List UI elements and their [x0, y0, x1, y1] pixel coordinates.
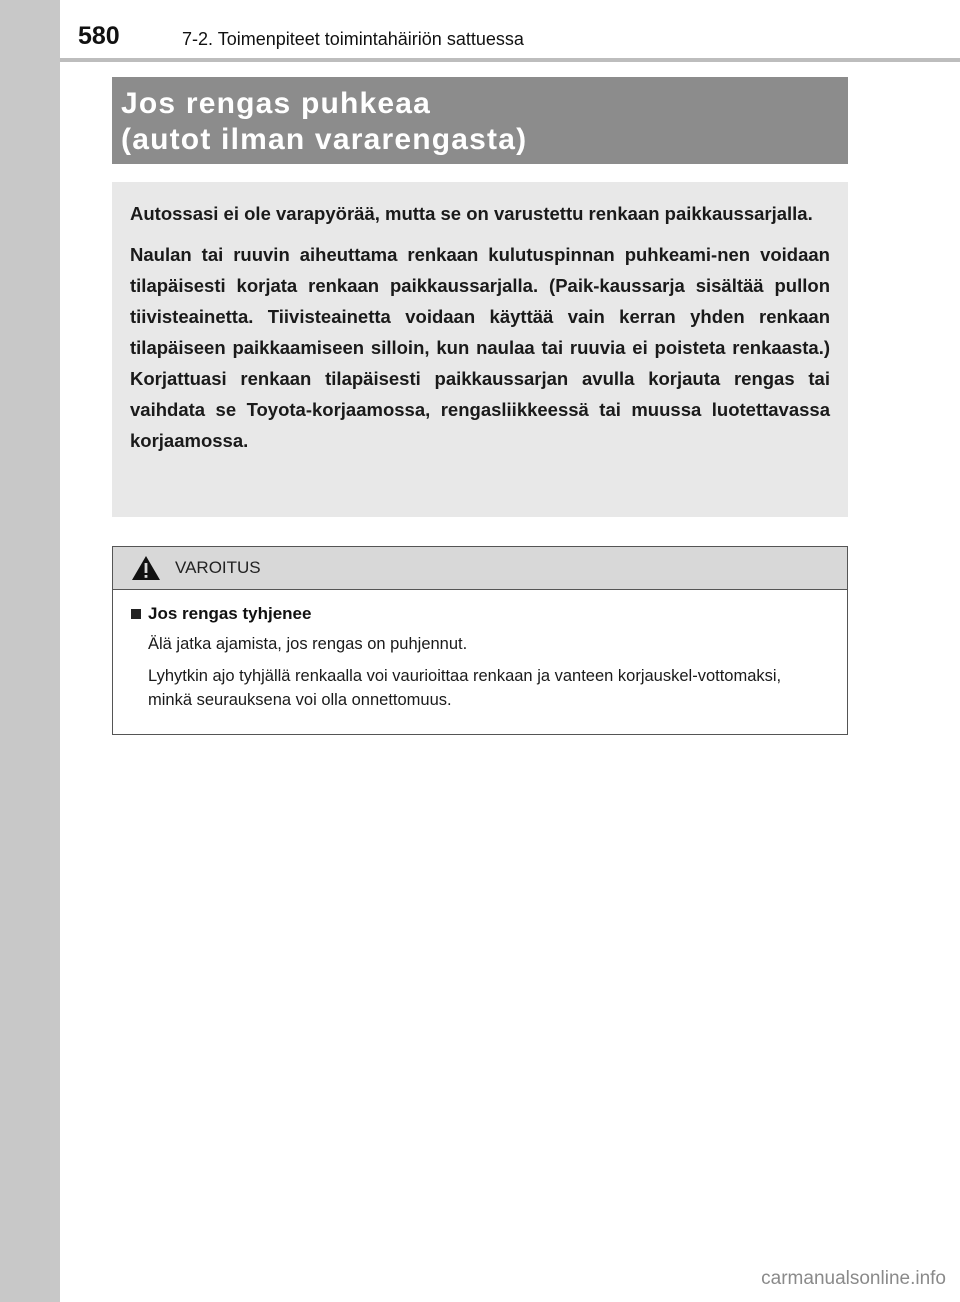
page-number: 580 — [78, 22, 120, 50]
page-title-line-1: Jos rengas puhkeaa — [121, 87, 432, 120]
warning-header — [113, 547, 847, 590]
page-edge-strip — [0, 0, 60, 1302]
intro-box — [112, 182, 848, 517]
header-divider — [60, 58, 960, 62]
intro-paragraph-2: Naulan tai ruuvin aiheuttama renkaan kulutuspinnan puhkeami-nen voidaan tilapäisesti korjata renkaan paikkaussarjalla. (Paik-kaussarja sisältää pullon tiivisteainetta. Tiivisteainetta voidaan käyttää vain kerran yhden renkaan tilapäiseen paikkaamiseen silloin, kun naulaa tai ruuvia ei poisteta renkaasta.) Korjattuasi renkaan tilapäisesti paikkaussarjan avulla korjauta rengas tai vaihdata se Toyota-korjaamossa, rengasliikkeessä tai muussa luotettavassa korjaamossa. — [130, 244, 830, 451]
warning-text-1: Älä jatka ajamista, jos rengas on puhjennut. — [148, 635, 468, 653]
warning-box — [112, 546, 848, 735]
warning-text-2: Lyhytkin ajo tyhjällä renkaalla voi vaurioittaa renkaan ja vanteen korjauskel-vottomaksi, minkä seurauksena voi olla onnettomuus. — [148, 667, 782, 709]
title-banner — [112, 77, 848, 164]
warning-triangle-icon — [131, 555, 161, 581]
page-title-line-2: (autot ilman vararengasta) — [121, 123, 528, 156]
warning-subheading-text: Jos rengas tyhjenee — [148, 604, 312, 623]
watermark: carmanualsonline.info — [761, 1268, 946, 1289]
square-bullet-icon — [131, 609, 141, 619]
intro-paragraph-1: Autossasi ei ole varapyörää, mutta se on varustettu renkaan paikkaussarjalla. — [130, 203, 813, 224]
warning-label: VAROITUS — [175, 558, 261, 577]
warning-subheading — [131, 602, 829, 626]
section-title: 7-2. Toimenpiteet toimintahäiriön sattuessa — [182, 29, 524, 49]
warning-body — [113, 590, 847, 712]
